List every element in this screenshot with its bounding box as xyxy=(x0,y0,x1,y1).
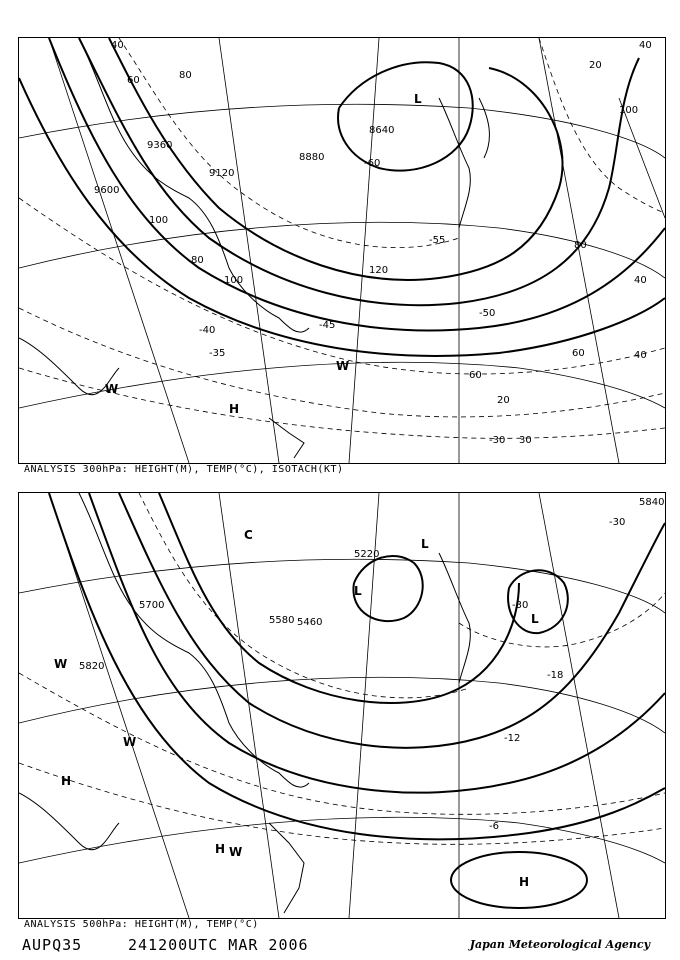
cold-symbol: C xyxy=(244,528,253,542)
upper-panel-caption: ANALYSIS 300hPa: HEIGHT(M), TEMP(°C), ISOTACH(KT) xyxy=(24,464,344,475)
height-contours xyxy=(49,493,665,839)
map-panel-300hpa xyxy=(18,37,666,464)
isotach-label: 100 xyxy=(619,105,639,116)
high-symbol: H xyxy=(229,402,240,416)
temp-label: -45 xyxy=(319,320,336,331)
isotach-label: 20 xyxy=(589,60,602,71)
height-label: 5580 xyxy=(269,615,295,626)
isotherms xyxy=(19,38,665,438)
temp-label: -35 xyxy=(209,348,226,359)
high-symbol: H xyxy=(61,774,72,788)
isotach-label: 80 xyxy=(574,240,587,251)
valid-time: 241200UTC MAR 2006 xyxy=(128,936,309,954)
isotach-label: 40 xyxy=(634,350,647,361)
temp-label: -6 xyxy=(489,821,499,832)
low-symbol: L xyxy=(531,612,539,626)
map-300hpa-svg xyxy=(19,38,665,463)
isotach-label: 30 xyxy=(519,435,532,446)
isotach-label: 40 xyxy=(639,40,652,51)
isotach-label: 40 xyxy=(634,275,647,286)
isotach-label: 60 xyxy=(572,348,585,359)
temp-label: -50 xyxy=(479,308,496,319)
temp-label: -40 xyxy=(199,325,216,336)
low-symbol: L xyxy=(414,92,422,106)
temp-label: -30 xyxy=(489,435,506,446)
warm-symbol: W xyxy=(336,359,350,373)
temp-label: -30 xyxy=(609,517,626,528)
lower-panel-caption: ANALYSIS 500hPa: HEIGHT(M), TEMP(°C) xyxy=(24,919,259,930)
temp-label: -18 xyxy=(547,670,564,681)
map-500hpa-svg xyxy=(19,493,665,918)
warm-symbol: W xyxy=(54,657,68,671)
height-contours xyxy=(19,38,665,356)
high-symbol: H xyxy=(215,842,226,856)
isotach-label: 100 xyxy=(149,215,169,226)
pressure-system-symbols xyxy=(54,528,539,889)
isotach-label: 120 xyxy=(369,265,389,276)
height-label: 8640 xyxy=(369,125,395,136)
isotach-label: 60 xyxy=(469,370,482,381)
graticule xyxy=(19,38,665,463)
warm-symbol: W xyxy=(123,735,137,749)
height-label: 5820 xyxy=(79,661,105,672)
height-label: 5700 xyxy=(139,600,165,611)
height-label: 5220 xyxy=(354,549,380,560)
height-label: 5840 xyxy=(639,497,665,508)
chart-id: AUPQ35 xyxy=(22,936,83,954)
height-value-labels xyxy=(79,497,664,672)
temperature-value-labels xyxy=(489,517,625,832)
height-label: 9120 xyxy=(209,168,235,179)
isotach-label: 80 xyxy=(179,70,192,81)
isotach-value-labels xyxy=(111,40,652,446)
agency-name: Japan Meteorological Agency xyxy=(469,938,650,951)
isotach-label: 40 xyxy=(111,40,124,51)
height-label: 5460 xyxy=(297,617,323,628)
low-symbol: L xyxy=(354,584,362,598)
isotach-label: 60 xyxy=(127,75,140,86)
low-symbol: L xyxy=(421,537,429,551)
temp-label: -55 xyxy=(429,235,446,246)
temp-label: -30 xyxy=(512,600,529,611)
height-label: 9600 xyxy=(94,185,120,196)
isotach-label: 20 xyxy=(497,395,510,406)
isotach-label: 80 xyxy=(191,255,204,266)
warm-symbol: W xyxy=(229,845,243,859)
warm-symbol: W xyxy=(105,382,119,396)
high-symbol: H xyxy=(519,875,530,889)
height-label: 9360 xyxy=(147,140,173,151)
graticule xyxy=(19,493,665,918)
temp-label: -12 xyxy=(504,733,521,744)
isotherms xyxy=(19,493,665,844)
height-value-labels xyxy=(94,125,394,196)
height-label: 8880 xyxy=(299,152,325,163)
isotach-label: 100 xyxy=(224,275,244,286)
map-panel-500hpa xyxy=(18,492,666,919)
temp-label: -60 xyxy=(364,158,381,169)
